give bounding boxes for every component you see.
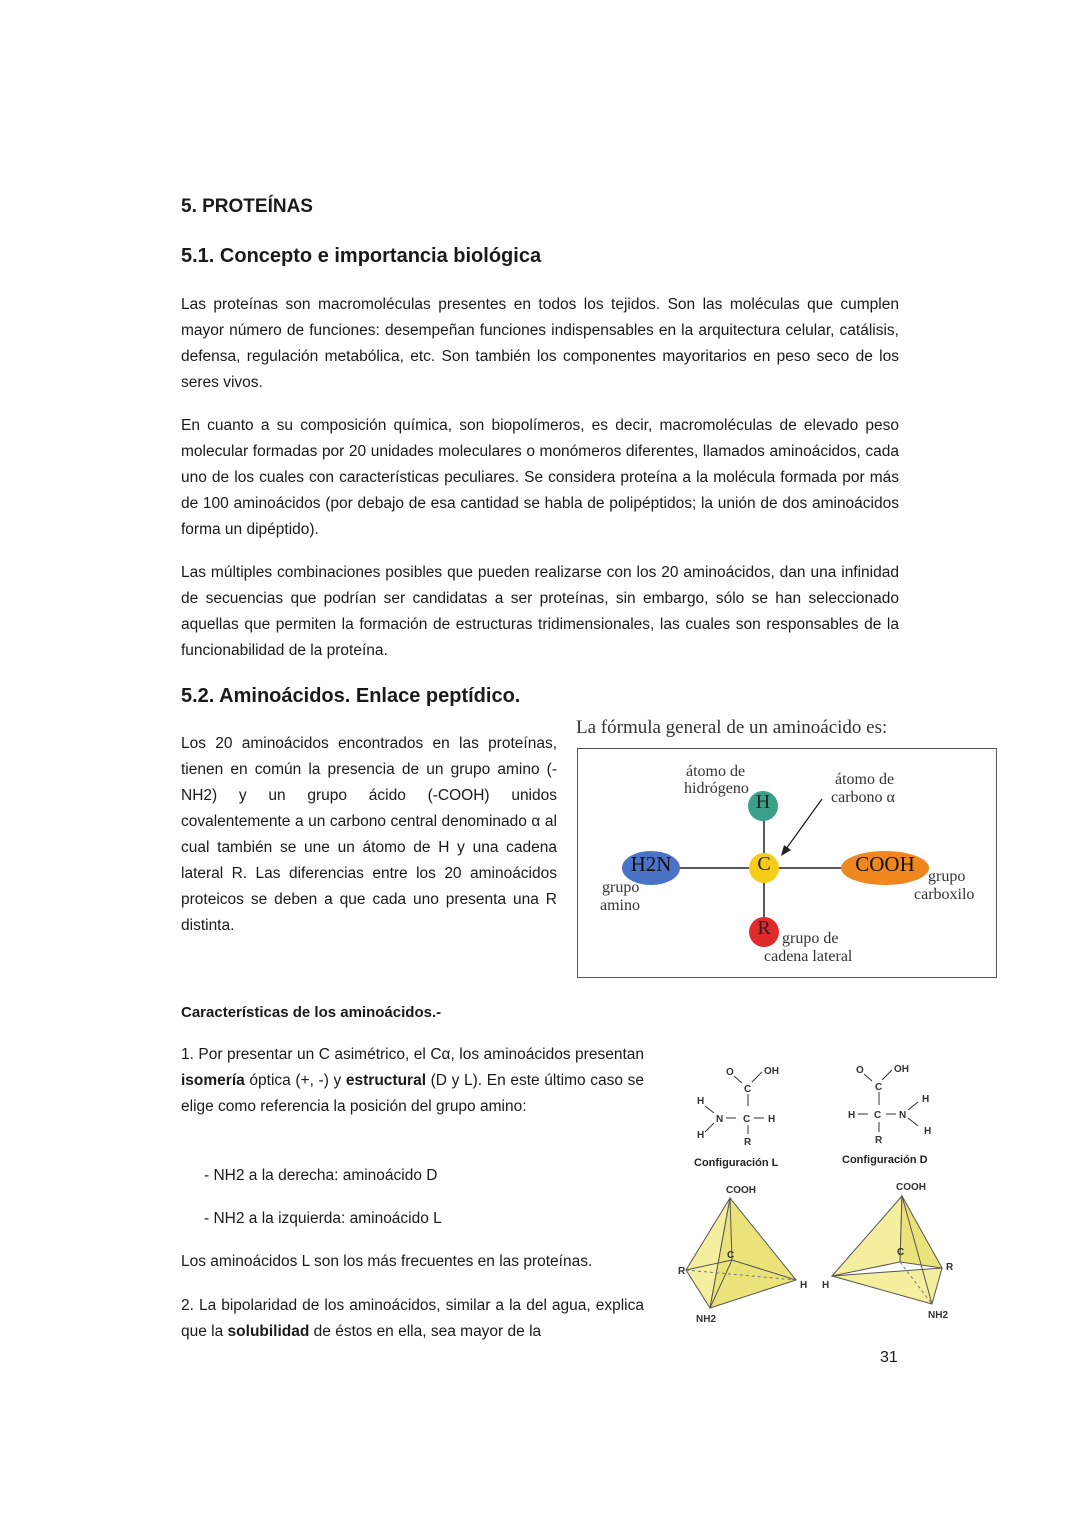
config-d-c-top: C: [875, 1082, 883, 1093]
bullet-nh2-right: - NH2 a la derecha: aminoácido D: [204, 1167, 438, 1184]
tetrahedron-d: [822, 1182, 954, 1321]
characteristic-1-text-a: 1. Por presentar un C asimétrico, el Cα, los aminoácidos presentan: [181, 1046, 644, 1063]
page-number: 31: [880, 1349, 898, 1366]
config-d-h2: H: [924, 1126, 932, 1137]
tetrahedron-l: [678, 1185, 807, 1325]
paragraph-3: Las múltiples combinaciones posibles que pueden realizarse con los 20 aminoácidos, dan una infinidad de secuencias que podrían ser candidatas a ser proteínas, sin embargo, sólo se han seleccionado aquellas que permiten la formación de estructuras tridimensionales, las cuales son responsables de la funcionabilidad de la proteína.: [181, 564, 899, 659]
tetra-d-face-2: [900, 1196, 942, 1268]
config-l-h1: H: [697, 1096, 705, 1107]
config-d-h-left: H: [848, 1110, 856, 1121]
config-d-h1: H: [922, 1094, 930, 1105]
tetra-l-h: H: [800, 1280, 808, 1291]
tetra-l-r: R: [678, 1266, 686, 1277]
carbon-pointer-arrowhead: [781, 845, 791, 856]
r-symbol: R: [757, 917, 771, 939]
characteristic-2-bold-solubilidad: solubilidad: [227, 1323, 310, 1340]
side-chain-label-1: grupo de: [782, 930, 839, 947]
hydrogen-symbol: H: [755, 791, 771, 813]
tetra-d-h: H: [822, 1280, 830, 1291]
characteristic-2: [181, 1293, 644, 1345]
config-l-c-center: C: [743, 1114, 751, 1125]
paragraph-2: En cuanto a su composición química, son biopolímeros, es decir, macromoléculas de elevado peso molecular formadas por 20 unidades moleculares o monómeros diferentes, llamados aminoácidos, cada uno de los cuales con características peculiares. Se considera proteína a la molécula formada por más de 100 aminoácidos (por debajo de esa cantidad se habla de polipéptidos; la unión de dos aminoácidos forma un dipéptido).: [181, 417, 899, 538]
config-d-c-center: C: [874, 1110, 882, 1121]
hydrogen-label-2: hidrógeno: [684, 780, 749, 797]
config-l-n: N: [716, 1114, 724, 1125]
config-l-h-right: H: [768, 1114, 776, 1125]
characteristics-heading: Características de los aminoácidos.-: [181, 1004, 442, 1021]
config-d-oh: OH: [894, 1064, 909, 1075]
characteristic-1-bold-isomeria: isomería: [181, 1072, 245, 1089]
characteristic-1-text-e: (D y L). En este último caso se elige como referencia la posición del grupo amino:: [181, 1072, 644, 1115]
amino-label-1: grupo: [602, 879, 640, 896]
paragraph-1: Las proteínas son macromoléculas presentes en todos los tejidos. Son las moléculas que cumplen mayor número de funciones: desempeñan funciones indispensables en la arquitectura celular, catálisis, defensa, regulación metabólica, etc. Son también los componentes mayoritarios en peso seco de los seres vivos.: [181, 296, 899, 391]
paragraph-aminoacids: Los 20 aminoácidos encontrados en las proteínas, tienen en común la presencia de un grupo amino (-NH2) y un grupo ácido (-COOH) unidos covalentemente a un carbono central denominado α al cual también se une un átomo de H y una cadena lateral R. Las diferencias entre los 20 aminoácidos proteicos se deben a que cada uno presenta una R distinta.: [181, 735, 557, 934]
config-l-o: O: [726, 1067, 734, 1078]
hydrogen-label-1: átomo de: [686, 763, 746, 780]
tetra-d-face-1: [832, 1196, 905, 1276]
configuration-figure: [670, 1050, 990, 1340]
cooh-symbol: COOH: [855, 852, 915, 876]
config-l-oh: OH: [764, 1066, 779, 1077]
config-l-structure: [694, 1066, 779, 1169]
config-d-n: N: [899, 1110, 907, 1121]
subsection-title-concept: 5.1. Concepto e importancia biológica: [181, 245, 542, 267]
characteristic-1: [181, 1042, 644, 1120]
tetra-d-r: R: [946, 1262, 954, 1273]
config-d-o: O: [856, 1065, 864, 1076]
carboxyl-label-1: grupo: [928, 868, 966, 885]
config-l-r: R: [744, 1137, 752, 1148]
carbon-symbol: C: [757, 853, 771, 875]
formula-title: La fórmula general de un aminoácido es:: [576, 717, 888, 738]
tetra-d-c: C: [897, 1247, 905, 1258]
config-d-label: Configuración D: [842, 1154, 928, 1166]
amino-acid-formula-figure: [577, 748, 997, 978]
tetra-d-nh2: NH2: [928, 1310, 949, 1321]
carbon-label-1: átomo de: [835, 771, 895, 788]
tetra-l-cooh: COOH: [726, 1185, 756, 1196]
config-l-h2: H: [697, 1130, 705, 1141]
tetra-d-cooh: COOH: [896, 1182, 926, 1193]
amino-label-2: amino: [600, 897, 640, 914]
tetra-d-face-3: [832, 1268, 942, 1304]
config-l-label: Configuración L: [694, 1157, 779, 1169]
config-d-r: R: [875, 1135, 883, 1146]
config-l-c-top: C: [744, 1084, 752, 1095]
side-chain-label-2: cadena lateral: [764, 948, 853, 965]
carbon-label-2: carbono α: [831, 789, 895, 806]
tetra-l-nh2: NH2: [696, 1314, 717, 1325]
tetra-l-c: C: [727, 1250, 735, 1261]
l-aminoacids-note: Los aminoácidos L son los más frecuentes en las proteínas.: [181, 1253, 593, 1270]
characteristic-2-text-c: de éstos en ella, sea mayor de la: [309, 1323, 542, 1340]
characteristic-1-text-c: óptica (+, -) y: [244, 1072, 346, 1089]
characteristic-2-text-a: 2. La bipolaridad de los aminoácidos, similar a la del agua, explica que la: [181, 1297, 644, 1340]
section-title: 5. PROTEÍNAS: [181, 196, 313, 217]
h2n-symbol: H2N: [630, 852, 672, 876]
config-d-structure: [842, 1064, 931, 1166]
carboxyl-label-2: carboxilo: [914, 886, 975, 903]
bullet-nh2-left: - NH2 a la izquierda: aminoácido L: [204, 1210, 442, 1227]
subsection-title-aminoacids: 5.2. Aminoácidos. Enlace peptídico.: [181, 685, 521, 707]
carbon-pointer-line: [786, 799, 822, 849]
characteristic-1-bold-estructural: estructural: [345, 1072, 427, 1089]
